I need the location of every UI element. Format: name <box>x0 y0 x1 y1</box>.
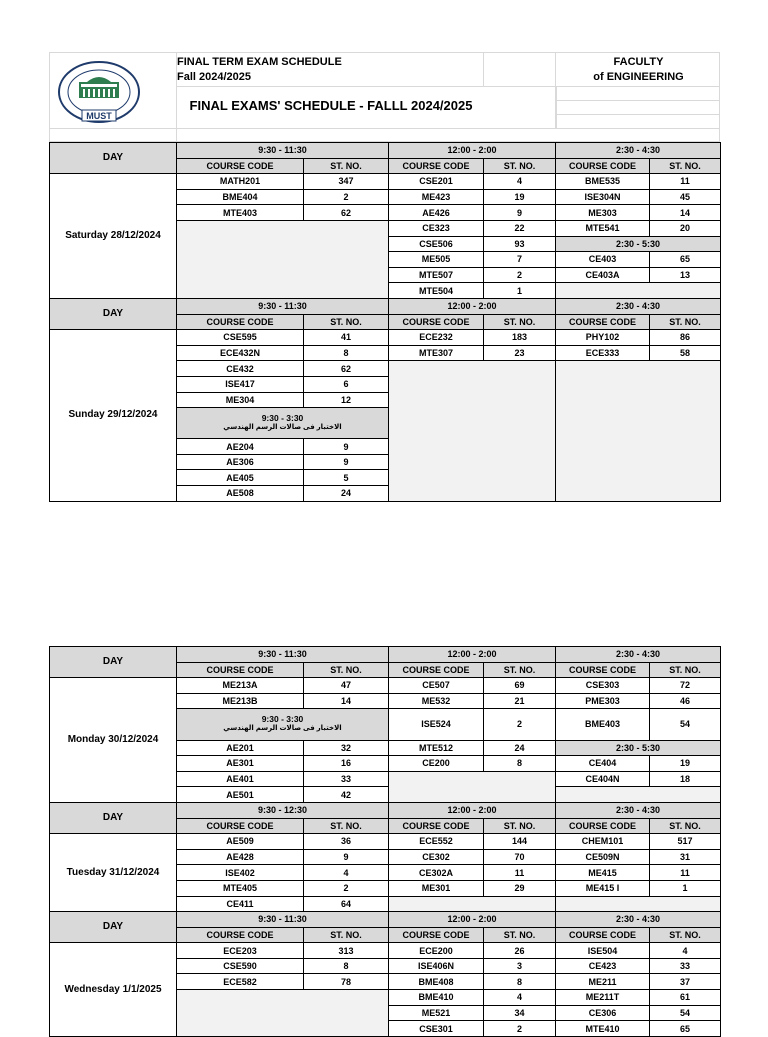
course-code: BME403 <box>556 709 650 740</box>
course-code: PHY102 <box>556 330 650 346</box>
course-code-header: COURSE CODE <box>556 819 650 835</box>
student-count: 54 <box>650 709 721 740</box>
st-no-header: ST. NO. <box>304 819 389 835</box>
student-count: 36 <box>304 834 389 850</box>
student-count: 64 <box>304 897 389 913</box>
student-count: 16 <box>304 756 389 772</box>
student-count: 11 <box>650 174 721 190</box>
course-code: ISE524 <box>389 709 484 740</box>
slot-time: 9:30 - 11:30 <box>177 143 389 159</box>
course-code: ME304 <box>177 393 304 409</box>
student-count: 62 <box>304 205 389 221</box>
course-code: CSE506 <box>389 237 484 253</box>
student-count: 4 <box>484 174 556 190</box>
arabic-note: الاختبار فى صالات الرسم الهندسي <box>223 725 342 733</box>
schedule-term: Fall 2024/2025 <box>177 71 252 83</box>
st-no-header: ST. NO. <box>304 663 389 679</box>
course-code: ME301 <box>389 881 484 897</box>
course-code: AE301 <box>177 756 304 772</box>
student-count: 4 <box>484 990 556 1006</box>
course-code: AE508 <box>177 486 304 502</box>
slot-time: 9:30 - 11:30 <box>177 912 389 928</box>
student-count: 41 <box>304 330 389 346</box>
slot-time: 2:30 - 5:30 <box>556 237 721 253</box>
empty-cell <box>556 897 721 913</box>
student-count: 8 <box>304 346 389 362</box>
student-count: 69 <box>484 678 556 694</box>
course-code: AE501 <box>177 787 304 803</box>
student-count: 34 <box>484 1006 556 1022</box>
slot-time: 9:30 - 12:30 <box>177 803 389 819</box>
student-count: 347 <box>304 174 389 190</box>
empty-cell <box>556 283 721 299</box>
student-count: 47 <box>304 678 389 694</box>
course-code-header: COURSE CODE <box>389 928 484 944</box>
day-name: Sunday 29/12/2024 <box>50 330 177 502</box>
course-code: AE428 <box>177 850 304 866</box>
course-code-header: COURSE CODE <box>177 315 304 331</box>
student-count: 37 <box>650 974 721 990</box>
course-code: CE404 <box>556 756 650 772</box>
day-name: Tuesday 31/12/2024 <box>50 834 177 912</box>
course-code-header: COURSE CODE <box>389 819 484 835</box>
course-code-header: COURSE CODE <box>177 928 304 944</box>
student-count: 144 <box>484 834 556 850</box>
st-no-header: ST. NO. <box>484 159 556 175</box>
course-code: CSE301 <box>389 1021 484 1037</box>
student-count: 72 <box>650 678 721 694</box>
slot-time: 12:00 - 2:00 <box>389 299 556 315</box>
course-code: CE403 <box>556 252 650 268</box>
student-count: 183 <box>484 330 556 346</box>
course-code: MTE307 <box>389 346 484 362</box>
course-code-header: COURSE CODE <box>556 315 650 331</box>
student-count: 20 <box>650 221 721 237</box>
st-no-header: ST. NO. <box>650 315 721 331</box>
st-no-header: ST. NO. <box>484 819 556 835</box>
course-code-header: COURSE CODE <box>389 315 484 331</box>
slot-time-note <box>177 709 389 740</box>
arabic-note: الاختبار فى صالات الرسم الهندسي <box>223 424 342 432</box>
course-code: CHEM101 <box>556 834 650 850</box>
slot-time: 2:30 - 5:30 <box>556 741 721 757</box>
student-count: 12 <box>304 393 389 409</box>
course-code: AE201 <box>177 741 304 757</box>
slot-time: 9:30 - 11:30 <box>177 647 389 663</box>
course-code-header: COURSE CODE <box>556 663 650 679</box>
student-count: 86 <box>650 330 721 346</box>
student-count: 33 <box>650 959 721 975</box>
day-header: DAY <box>50 299 177 330</box>
course-code: ME213B <box>177 694 304 710</box>
st-no-header: ST. NO. <box>304 159 389 175</box>
arabic-time: 9:30 - 3:30 <box>261 413 304 424</box>
student-count: 19 <box>650 756 721 772</box>
student-count: 9 <box>304 439 389 455</box>
student-count: 22 <box>484 221 556 237</box>
course-code: CE403A <box>556 268 650 284</box>
student-count: 9 <box>484 205 556 221</box>
course-code: BME408 <box>389 974 484 990</box>
st-no-header: ST. NO. <box>650 663 721 679</box>
student-count: 1 <box>484 283 556 299</box>
course-code: CSE590 <box>177 959 304 975</box>
empty-cell <box>556 361 721 501</box>
empty-cell <box>389 897 556 913</box>
course-code: ISE417 <box>177 377 304 393</box>
student-count: 7 <box>484 252 556 268</box>
course-code: ME521 <box>389 1006 484 1022</box>
course-code: CE423 <box>556 959 650 975</box>
slot-time: 12:00 - 2:00 <box>389 143 556 159</box>
st-no-header: ST. NO. <box>304 928 389 944</box>
course-code-header: COURSE CODE <box>556 928 650 944</box>
slot-time: 12:00 - 2:00 <box>389 803 556 819</box>
student-count: 8 <box>484 974 556 990</box>
course-code: ECE200 <box>389 943 484 959</box>
slot-time: 2:30 - 4:30 <box>556 299 721 315</box>
exam-table-1 <box>49 142 721 502</box>
course-code: ME415 I <box>556 881 650 897</box>
st-no-header: ST. NO. <box>650 159 721 175</box>
student-count: 3 <box>484 959 556 975</box>
course-code: MTE541 <box>556 221 650 237</box>
slot-time: 2:30 - 4:30 <box>556 803 721 819</box>
course-code: CSE201 <box>389 174 484 190</box>
slot-time: 9:30 - 11:30 <box>177 299 389 315</box>
course-code: CE302A <box>389 865 484 881</box>
course-code: CE411 <box>177 897 304 913</box>
st-no-header: ST. NO. <box>484 663 556 679</box>
course-code: CSE595 <box>177 330 304 346</box>
student-count: 9 <box>304 850 389 866</box>
student-count: 62 <box>304 361 389 377</box>
student-count: 78 <box>304 974 389 990</box>
course-code: CE404N <box>556 772 650 788</box>
arabic-time: 9:30 - 3:30 <box>261 714 304 725</box>
student-count: 2 <box>484 709 556 740</box>
student-count: 517 <box>650 834 721 850</box>
course-code: CE306 <box>556 1006 650 1022</box>
course-code: ISE304N <box>556 190 650 206</box>
course-code: CE432 <box>177 361 304 377</box>
schedule-header <box>49 52 720 142</box>
student-count: 14 <box>304 694 389 710</box>
student-count: 13 <box>650 268 721 284</box>
student-count: 26 <box>484 943 556 959</box>
course-code: ME213A <box>177 678 304 694</box>
slot-time: 12:00 - 2:00 <box>389 647 556 663</box>
student-count: 1 <box>650 881 721 897</box>
course-code-header: COURSE CODE <box>177 819 304 835</box>
course-code: AE426 <box>389 205 484 221</box>
student-count: 8 <box>304 959 389 975</box>
student-count: 24 <box>304 486 389 502</box>
course-code-header: COURSE CODE <box>556 159 650 175</box>
st-no-header: ST. NO. <box>650 819 721 835</box>
course-code-header: COURSE CODE <box>389 663 484 679</box>
course-code: ME211T <box>556 990 650 1006</box>
student-count: 33 <box>304 772 389 788</box>
student-count: 58 <box>650 346 721 362</box>
day-name: Wednesday 1/1/2025 <box>50 943 177 1037</box>
student-count: 4 <box>650 943 721 959</box>
schedule-title: FINAL TERM EXAM SCHEDULE <box>177 56 342 68</box>
slot-time: 2:30 - 4:30 <box>556 912 721 928</box>
slot-time-note <box>177 408 389 439</box>
student-count: 2 <box>304 881 389 897</box>
course-code-header: COURSE CODE <box>177 663 304 679</box>
course-code: ECE203 <box>177 943 304 959</box>
course-code: PME303 <box>556 694 650 710</box>
student-count: 93 <box>484 237 556 253</box>
course-code: MTE507 <box>389 268 484 284</box>
student-count: 61 <box>650 990 721 1006</box>
course-code: MTE405 <box>177 881 304 897</box>
student-count: 14 <box>650 205 721 221</box>
st-no-header: ST. NO. <box>650 928 721 944</box>
course-code: ISE402 <box>177 865 304 881</box>
student-count: 9 <box>304 455 389 471</box>
course-code: ME505 <box>389 252 484 268</box>
course-code: CE507 <box>389 678 484 694</box>
faculty-name: of ENGINEERING <box>593 71 684 83</box>
student-count: 5 <box>304 470 389 486</box>
course-code: BME404 <box>177 190 304 206</box>
course-code: ME211 <box>556 974 650 990</box>
course-code: MTE403 <box>177 205 304 221</box>
day-header: DAY <box>50 912 177 943</box>
course-code: MTE504 <box>389 283 484 299</box>
student-count: 11 <box>650 865 721 881</box>
course-code: AE204 <box>177 439 304 455</box>
course-code: AE401 <box>177 772 304 788</box>
faculty-label: FACULTY <box>613 56 664 68</box>
course-code: BME410 <box>389 990 484 1006</box>
empty-cell <box>389 361 556 501</box>
day-header: DAY <box>50 143 177 174</box>
student-count: 19 <box>484 190 556 206</box>
course-code: MTE512 <box>389 741 484 757</box>
student-count: 23 <box>484 346 556 362</box>
student-count: 11 <box>484 865 556 881</box>
student-count: 18 <box>650 772 721 788</box>
student-count: 32 <box>304 741 389 757</box>
course-code: ME532 <box>389 694 484 710</box>
course-code: CE200 <box>389 756 484 772</box>
main-title: FINAL EXAMS' SCHEDULE - FALLL 2024/2025 <box>189 98 473 113</box>
slot-time: 12:00 - 2:00 <box>389 912 556 928</box>
student-count: 70 <box>484 850 556 866</box>
course-code: ECE552 <box>389 834 484 850</box>
course-code: ME415 <box>556 865 650 881</box>
student-count: 6 <box>304 377 389 393</box>
course-code: ME423 <box>389 190 484 206</box>
student-count: 8 <box>484 756 556 772</box>
day-name: Monday 30/12/2024 <box>50 678 177 803</box>
student-count: 45 <box>650 190 721 206</box>
empty-cell <box>389 772 556 803</box>
st-no-header: ST. NO. <box>484 315 556 331</box>
course-code: ECE232 <box>389 330 484 346</box>
svg-text:MUST: MUST <box>86 111 112 121</box>
day-name: Saturday 28/12/2024 <box>50 174 177 299</box>
student-count: 31 <box>650 850 721 866</box>
course-code-header: COURSE CODE <box>389 159 484 175</box>
student-count: 2 <box>304 190 389 206</box>
course-code: CE509N <box>556 850 650 866</box>
course-code: CE302 <box>389 850 484 866</box>
course-code: AE509 <box>177 834 304 850</box>
st-no-header: ST. NO. <box>304 315 389 331</box>
course-code: AE405 <box>177 470 304 486</box>
course-code: ECE582 <box>177 974 304 990</box>
slot-time: 2:30 - 4:30 <box>556 647 721 663</box>
course-code: CE323 <box>389 221 484 237</box>
student-count: 24 <box>484 741 556 757</box>
empty-cell <box>177 221 389 299</box>
student-count: 21 <box>484 694 556 710</box>
course-code: ME303 <box>556 205 650 221</box>
course-code: CSE303 <box>556 678 650 694</box>
university-logo <box>57 60 141 128</box>
day-header: DAY <box>50 803 177 834</box>
student-count: 2 <box>484 1021 556 1037</box>
st-no-header: ST. NO. <box>484 928 556 944</box>
exam-table-2 <box>49 646 721 1037</box>
course-code: AE306 <box>177 455 304 471</box>
student-count: 42 <box>304 787 389 803</box>
empty-cell <box>556 787 721 803</box>
course-code: ECE432N <box>177 346 304 362</box>
student-count: 65 <box>650 1021 721 1037</box>
course-code: ISE406N <box>389 959 484 975</box>
course-code: MTE410 <box>556 1021 650 1037</box>
course-code: BME535 <box>556 174 650 190</box>
student-count: 313 <box>304 943 389 959</box>
student-count: 54 <box>650 1006 721 1022</box>
student-count: 2 <box>484 268 556 284</box>
empty-cell <box>177 990 389 1037</box>
course-code: ECE333 <box>556 346 650 362</box>
student-count: 46 <box>650 694 721 710</box>
course-code-header: COURSE CODE <box>177 159 304 175</box>
course-code: MATH201 <box>177 174 304 190</box>
slot-time: 2:30 - 4:30 <box>556 143 721 159</box>
student-count: 4 <box>304 865 389 881</box>
student-count: 29 <box>484 881 556 897</box>
day-header: DAY <box>50 647 177 678</box>
course-code: ISE504 <box>556 943 650 959</box>
student-count: 65 <box>650 252 721 268</box>
